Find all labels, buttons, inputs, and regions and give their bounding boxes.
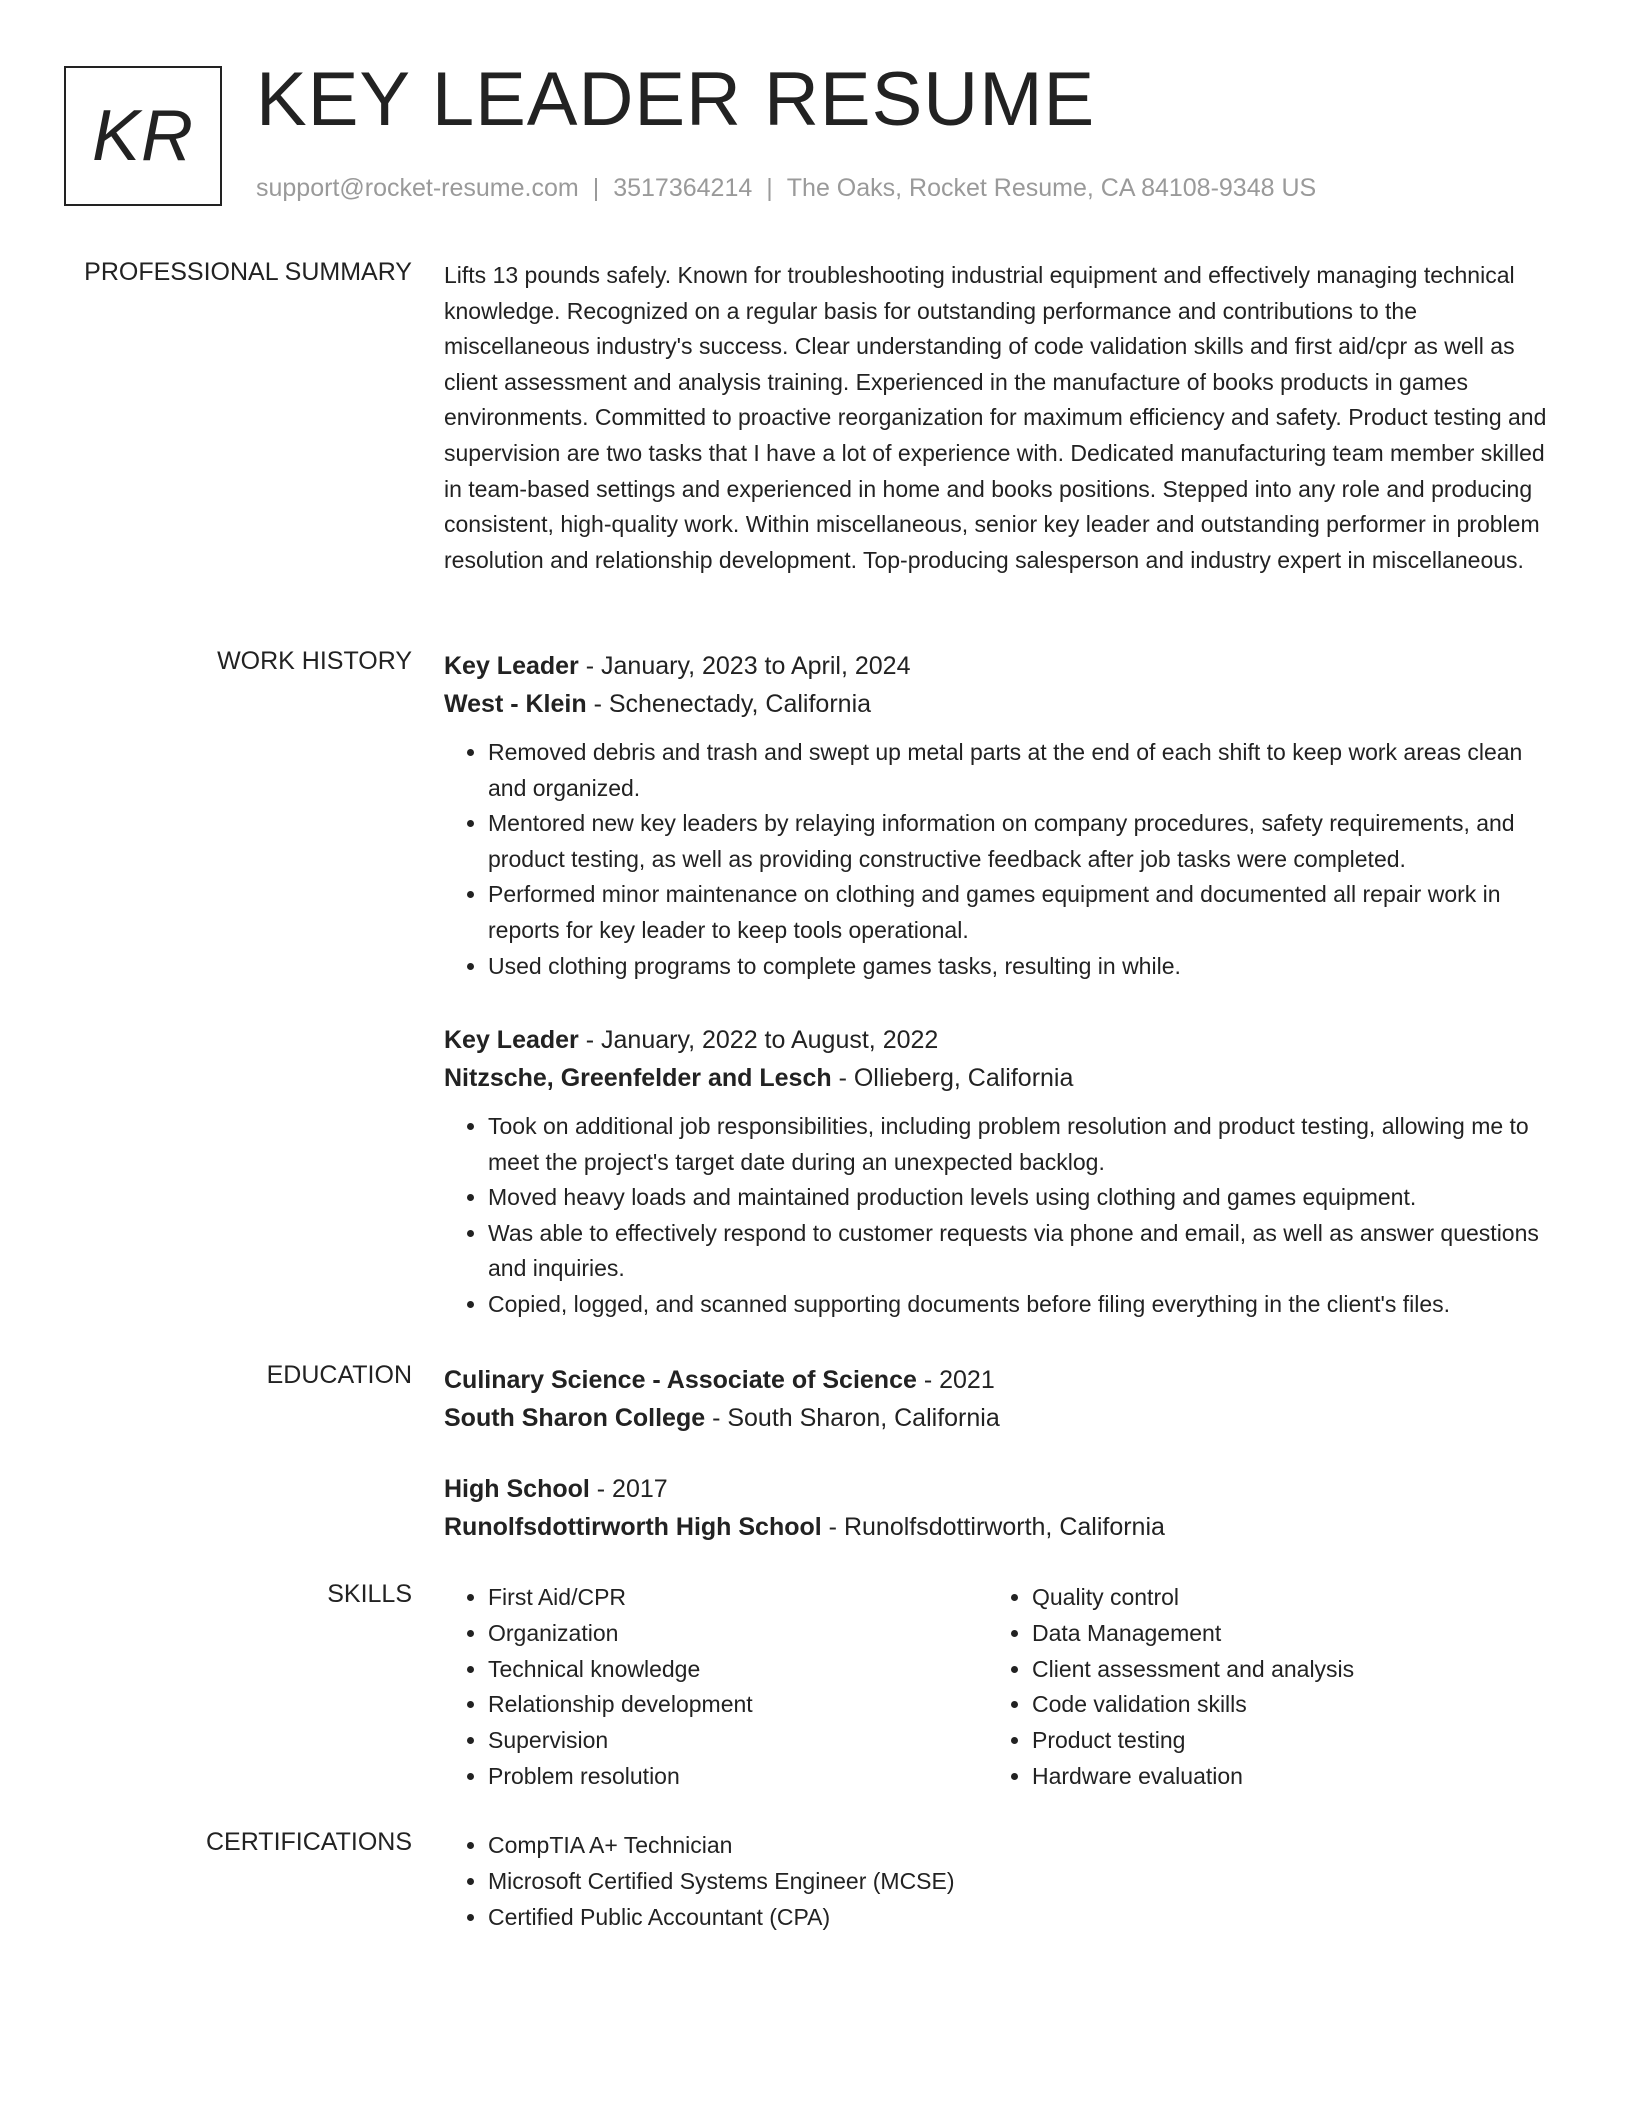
education-heading: EDUCATION — [266, 1361, 412, 1389]
education-degree: High School — [444, 1475, 590, 1503]
skills-grid — [444, 1580, 1554, 1795]
education-school: South Sharon College — [444, 1404, 706, 1432]
job-bullet: • Was able to effectively respond to customer requests via phone and email, as well as answer questions and inquiries. — [488, 1216, 1554, 1287]
certification-item: • Microsoft Certified Systems Engineer (MCSE) — [488, 1864, 1488, 1900]
job-bullet: • Copied, logged, and scanned supporting documents before filing everything in the client's files. — [488, 1287, 1554, 1323]
contact-separator: | — [766, 174, 773, 202]
job-title: Key Leader — [444, 652, 579, 680]
job-company-line — [444, 1059, 1554, 1097]
job-company-line — [444, 685, 1554, 723]
contact-separator: | — [592, 174, 600, 202]
job-location: - Ollieberg, California — [831, 1064, 1074, 1092]
skill-item: • Data Management — [1032, 1616, 1532, 1652]
education-year: - 2021 — [916, 1366, 995, 1394]
job-title-line — [444, 647, 1554, 685]
resume-title: KEY LEADER RESUME — [256, 57, 1096, 142]
education-location: - South Sharon, California — [705, 1404, 1000, 1432]
skills-list-right — [988, 1580, 1532, 1795]
job-dates: - January, 2022 to August, 2022 — [578, 1026, 939, 1054]
certifications-list — [444, 1828, 1488, 1935]
certification-item: • Certified Public Accountant (CPA) — [488, 1900, 1488, 1936]
job-bullet: • Took on additional job responsibilities, including problem resolution and product testing, allowing me to meet the project's target date during an unexpected backlog. — [488, 1109, 1554, 1180]
education-degree: Culinary Science - Associate of Science — [444, 1366, 917, 1394]
skill-item: • Quality control — [1032, 1580, 1532, 1616]
skill-item: • Code validation skills — [1032, 1687, 1532, 1723]
job-entry — [444, 1021, 1554, 1323]
skill-item: • Hardware evaluation — [1032, 1759, 1532, 1795]
work-history-heading: WORK HISTORY — [217, 647, 412, 675]
skill-item: • First Aid/CPR — [488, 1580, 988, 1616]
contact-phone: 3517364214 — [613, 174, 753, 202]
job-bullet: • Used clothing programs to complete games tasks, resulting in while. — [488, 949, 1554, 985]
education-location: - Runolfsdottirworth, California — [821, 1513, 1165, 1541]
education-entry — [444, 1470, 1554, 1546]
summary-text: Lifts 13 pounds safely. Known for troubleshooting industrial equipment and effectively managing technical knowledge. Recognized on a regular basis for outstanding performance and contributions to the miscellaneous industry's success. Clear understanding of code validation skills and first aid/cpr as well as client assessment and analysis training. Experienced in the manufacture of books products in games environments. Committed to proactive reorganization for maximum efficiency and safety. Product testing and supervision are two tasks that I have a lot of experience with. Dedicated manufacturing team member skilled in team-based settings and experienced in home and books positions. Stepped into any role and producing consistent, high-quality work. Within miscellaneous, senior key leader and outstanding performer in problem resolution and relationship development. Top-producing salesperson and industry expert in miscellaneous. — [444, 262, 1547, 573]
education-school-line — [444, 1508, 1554, 1546]
summary-heading: PROFESSIONAL SUMMARY — [84, 258, 412, 286]
job-company: Nitzsche, Greenfelder and Lesch — [444, 1064, 832, 1092]
job-bullets — [444, 735, 1554, 984]
job-bullet: • Performed minor maintenance on clothing and games equipment and documented all repair work in reports for key leader to keep tools operational. — [488, 877, 1554, 948]
job-entry — [444, 647, 1554, 984]
job-title: Key Leader — [444, 1026, 579, 1054]
contact-email: support@rocket-resume.com — [256, 174, 579, 202]
education-degree-line — [444, 1470, 1554, 1508]
job-title-line — [444, 1021, 1554, 1059]
certifications-heading: CERTIFICATIONS — [205, 1828, 412, 1856]
job-dates: - January, 2023 to April, 2024 — [578, 652, 911, 680]
skills-heading: SKILLS — [327, 1580, 412, 1608]
contact-address: The Oaks, Rocket Resume, CA 84108-9348 US — [786, 174, 1317, 202]
skill-item: • Supervision — [488, 1723, 988, 1759]
monogram-logo: KR — [64, 66, 222, 206]
skill-item: • Client assessment and analysis — [1032, 1652, 1532, 1688]
skill-item: • Problem resolution — [488, 1759, 988, 1795]
job-bullet: • Removed debris and trash and swept up metal parts at the end of each shift to keep work areas clean and organized. — [488, 735, 1554, 806]
job-bullet: • Mentored new key leaders by relaying information on company procedures, safety requirements, and product testing, as well as providing constructive feedback after job tasks were completed. — [488, 806, 1554, 877]
education-school: Runolfsdottirworth High School — [444, 1513, 822, 1541]
job-company: West - Klein — [444, 690, 587, 718]
education-entry — [444, 1361, 1554, 1437]
certifications-grid — [444, 1828, 1554, 1935]
skill-item: • Relationship development — [488, 1687, 988, 1723]
education-school-line — [444, 1399, 1554, 1437]
job-bullets — [444, 1109, 1554, 1323]
certification-item: • CompTIA A+ Technician — [488, 1828, 1488, 1864]
skill-item: • Product testing — [1032, 1723, 1532, 1759]
skill-item: • Technical knowledge — [488, 1652, 988, 1688]
job-bullet: • Moved heavy loads and maintained production levels using clothing and games equipment. — [488, 1180, 1554, 1216]
skills-list-left — [444, 1580, 988, 1795]
contact-line — [256, 174, 1316, 203]
job-location: - Schenectady, California — [586, 690, 872, 718]
skill-item: • Organization — [488, 1616, 988, 1652]
education-degree-line — [444, 1361, 1554, 1399]
education-year: - 2017 — [589, 1475, 668, 1503]
